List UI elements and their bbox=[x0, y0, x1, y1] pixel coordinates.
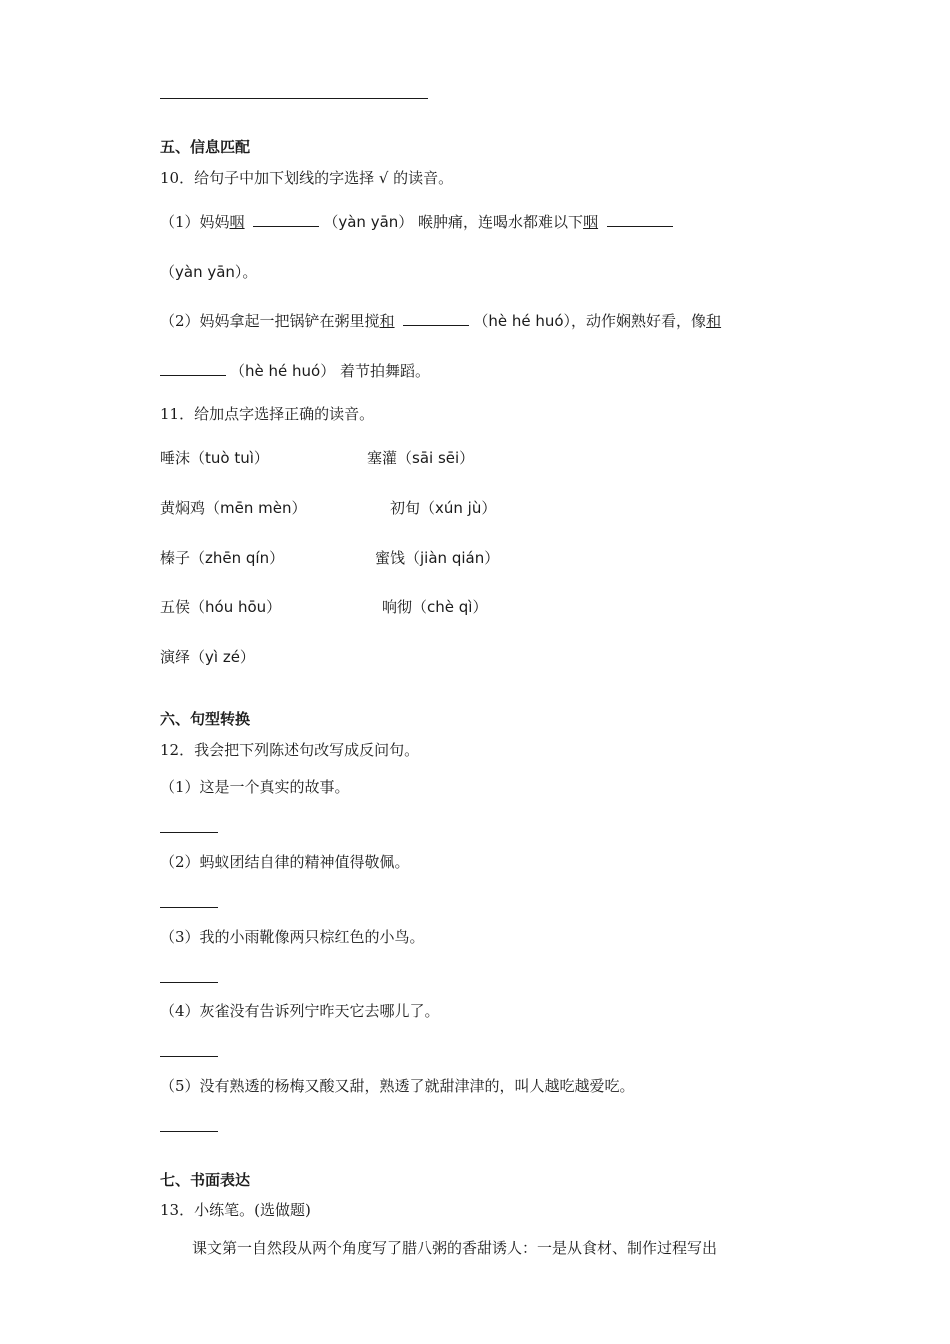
question-stem: 11．给加点字选择正确的读音。 bbox=[160, 405, 375, 423]
pinyin-row bbox=[160, 597, 281, 617]
question-part bbox=[160, 361, 430, 381]
text: 着节拍舞蹈。 bbox=[335, 362, 430, 380]
section-title: 六、句型转换 bbox=[160, 710, 251, 728]
underlined-char: 和 bbox=[379, 312, 395, 330]
pinyin-options: （hè hé huó） bbox=[230, 362, 336, 380]
pinyin-options: （jiàn qián） bbox=[405, 549, 500, 567]
word: 演绎 bbox=[160, 648, 191, 666]
list-item: （4）灰雀没有告诉列宁昨天它去哪儿了。 bbox=[160, 1002, 440, 1020]
pinyin-row bbox=[390, 498, 496, 518]
word: 唾沫 bbox=[160, 449, 191, 467]
list-item: （1）这是一个真实的故事。 bbox=[160, 778, 350, 796]
pinyin-options: （mēn mèn） bbox=[205, 499, 307, 517]
answer-line[interactable] bbox=[160, 832, 218, 833]
fill-blank[interactable] bbox=[607, 212, 673, 227]
pinyin-row bbox=[367, 448, 474, 468]
question-stem: 12．我会把下列陈述句改写成反问句。 bbox=[160, 741, 420, 759]
pinyin-options: （hóu hōu） bbox=[190, 598, 282, 616]
word: 蜜饯 bbox=[375, 549, 406, 567]
pinyin-options: （yàn yān）。 bbox=[160, 263, 258, 281]
question-part bbox=[160, 212, 677, 232]
pinyin-row bbox=[160, 448, 269, 468]
answer-line[interactable] bbox=[160, 907, 218, 908]
underlined-char: 咽 bbox=[583, 213, 599, 231]
fill-blank[interactable] bbox=[403, 311, 469, 326]
answer-line[interactable] bbox=[160, 982, 218, 983]
word: 初旬 bbox=[390, 499, 421, 517]
word: 榛子 bbox=[160, 549, 191, 567]
pinyin-options: （zhēn qín） bbox=[190, 549, 285, 567]
fill-blank[interactable] bbox=[160, 361, 226, 376]
section-title: 五、信息匹配 bbox=[160, 138, 251, 156]
underlined-char: 咽 bbox=[229, 213, 245, 231]
word: 黄焖鸡 bbox=[160, 499, 206, 517]
answer-line bbox=[160, 98, 428, 99]
pinyin-options: （hè hé huó） bbox=[473, 312, 572, 330]
question-stem: 13．小练笔。(选做题) bbox=[160, 1201, 311, 1219]
pinyin-options: （chè qì） bbox=[412, 598, 488, 616]
answer-line[interactable] bbox=[160, 1131, 218, 1132]
pinyin-row bbox=[160, 548, 284, 568]
underlined-char: 和 bbox=[706, 312, 722, 330]
word: 五侯 bbox=[160, 598, 191, 616]
pinyin-row bbox=[160, 647, 255, 667]
text: （2）妈妈拿起一把锅铲在粥里搅 bbox=[160, 312, 380, 330]
pinyin-row bbox=[375, 548, 499, 568]
pinyin-options: （sāi sēi） bbox=[397, 449, 475, 467]
text: （1）妈妈 bbox=[160, 213, 230, 231]
word: 塞灌 bbox=[367, 449, 398, 467]
question-part bbox=[160, 311, 721, 331]
pinyin-options: （tuò tuì） bbox=[190, 449, 269, 467]
pinyin-row bbox=[382, 597, 487, 617]
section-title: 七、书面表达 bbox=[160, 1171, 251, 1189]
list-item: （5）没有熟透的杨梅又酸又甜，熟透了就甜津津的，叫人越吃越爱吃。 bbox=[160, 1077, 635, 1095]
pinyin-options: （xún jù） bbox=[420, 499, 497, 517]
pinyin-options: （yàn yān） bbox=[323, 213, 414, 231]
fill-blank[interactable] bbox=[253, 212, 319, 227]
word: 响彻 bbox=[382, 598, 413, 616]
answer-line[interactable] bbox=[160, 1056, 218, 1057]
question-stem: 10．给句子中加下划线的字选择 √ 的读音。 bbox=[160, 169, 454, 187]
text: ，动作娴熟好看，像 bbox=[571, 312, 707, 330]
list-item: （3）我的小雨靴像两只棕红色的小鸟。 bbox=[160, 928, 425, 946]
pinyin-row bbox=[160, 498, 306, 518]
pinyin-options: （yì zé） bbox=[190, 648, 255, 666]
paragraph: 课文第一自然段从两个角度写了腊八粥的香甜诱人：一是从食材、制作过程写出 bbox=[192, 1239, 718, 1257]
list-item: （2）蚂蚁团结自律的精神值得敬佩。 bbox=[160, 853, 410, 871]
text: 喉肿痛，连喝水都难以下 bbox=[418, 213, 584, 231]
